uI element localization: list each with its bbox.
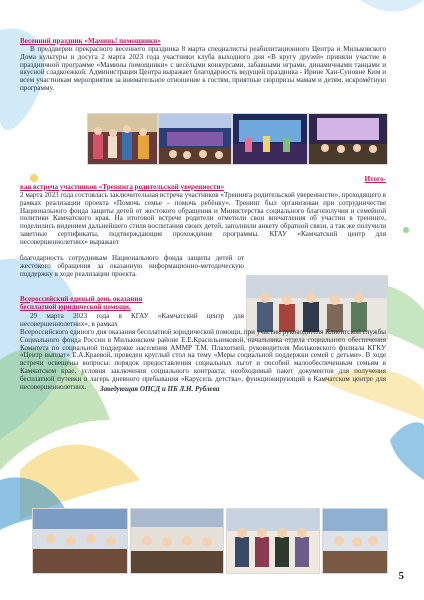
photo-hall-audience [158,113,232,165]
photo-participants-group [226,508,320,574]
article3-signature: Заведующая ОПСД и ПБ Л.Н. Рублева [100,385,220,393]
article3-body-narrow: 29 марта 2023 года в КГАУ «Камчатский центр для несовершеннолетних», в рамках [20,312,244,328]
photo-children-celebration [87,113,158,165]
photo-office-meeting [322,508,388,574]
article2-title-part2: вая встреча участников «Тренинга родительской уверенности» [20,183,225,191]
article3-title-line2: бесплатной юридической помощи. [20,303,131,311]
photo-meeting-table [32,508,128,574]
article3-title-line1: Всероссийский единый день оказания [20,295,143,303]
photo-round-table [130,508,224,574]
article2-body-top: 2 марта 2023 года состоялась заключительная встреча участников «Тренинга родительской уверенности», проходящего в рамках реализации проекта «Помочь семье – помочь ребёнку». Тренинг был организован при сотрудничестве Национального фонда защиты детей от жестокого обращения и Министерства социального благополучия и семейной политики Камчатского края. На итоговой встрече родители отметили свои впечатления об участии в тренинге, поделились видением дальнейшего стиля воспитания своих детей, заполнили анкету обратной связи, а так же получили заветные сертификаты, подтверждающие прохождение программы. КГАУ «Камчатский центр для несовершеннолетних» выражает [20,191,386,246]
photo-stage-show [232,113,308,165]
photo-stage-audience [308,113,388,165]
article3-body-full: Всероссийского единого дня оказания бесплатной юридической помощи, при участии руководителя Клиентской службы Социального фонда России в Мильковском районе Е.Е.Красильниковой, начальника отдела социального обеспечения Комитета по социальной поддержке населения АММР Т.М. Плахотней, руководителя Мильковского филиала КГКУ «Центр выплат» Е.А.Краевой, проведен круглый стол на тему «Меры социальной поддержки семей с детьми». В ходе встречи освещены вопросы: порядок предоставления социальных льгот и пособий малообеспеченным семьям в Камчатском крае, условия заключения социального контракта; необходимый пакет документов для получения бесплатной путевки в лагерь дневного пребывания «Карусель детства», функционирующий в Камчатском центре для несовершеннолетних. [20,328,386,391]
article2-body-left: благодарность сотрудникам Национального фонда защиты детей от жестокого обращения за оказанную информационно-методическую поддержку в ходе реализации проекта. [20,254,244,278]
page-number: 5 [398,570,404,582]
article2-title-part1: Итого- [364,175,386,183]
article1-body: В преддверии прекрасного весеннего праздника 8 марта специалисты реабилитационного Центра и Мильковского Дома культуры и досуга 2 марта 2023 года участники клуба выходного дня «В кругу друзей» приняли участие в праздничной программе «Мамины помощники» с весёлыми конкурсами, забавными играми, динамичными танцами и вкусной сладкоежкой. Администрация Центра выражает благодарность ведущей праздника - Ирине Хан-Суновне Ким и всем участникам мероприятия за внимательное отношение к гостям, приятные сюрпризы мамам и детям, искромётную программу. [20,45,386,92]
article1-title: Весенний праздник «Маминь! помощники» [20,37,161,45]
